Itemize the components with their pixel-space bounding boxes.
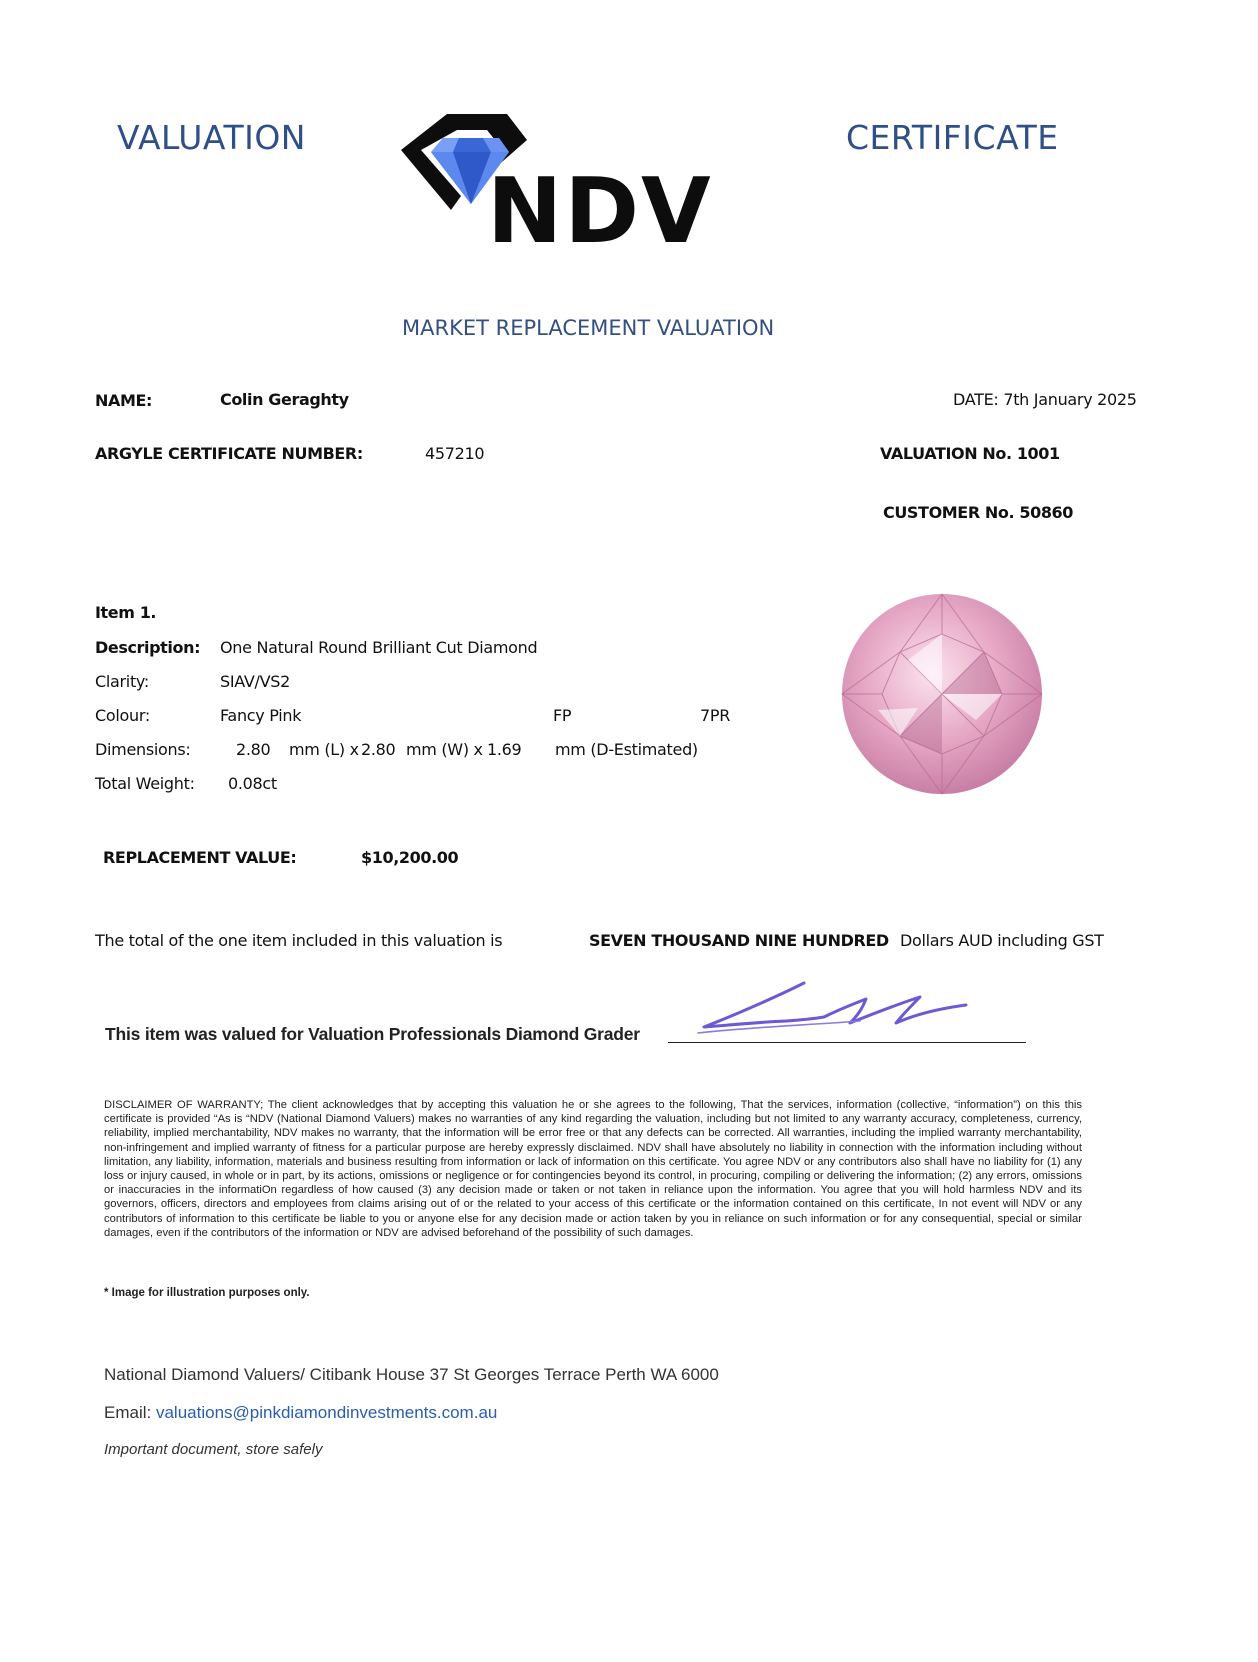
item-heading: Item 1. bbox=[95, 603, 157, 622]
replacement-value: $10,200.00 bbox=[361, 848, 459, 867]
weight-label: Total Weight: bbox=[95, 774, 195, 793]
signature-line-text: This item was valued for Valuation Professionals Diamond Grader bbox=[105, 1024, 640, 1044]
total-prefix: The total of the one item included in this valuation is bbox=[95, 931, 503, 950]
colour-label: Colour: bbox=[95, 706, 150, 725]
signature-scribble bbox=[690, 975, 980, 1045]
dim-depth-unit: mm (D-Estimated) bbox=[555, 740, 698, 759]
footer-address: National Diamond Valuers/ Citibank House 37 St Georges Terrace Perth WA 6000 bbox=[104, 1365, 719, 1384]
colour-value: Fancy Pink bbox=[220, 706, 302, 725]
dim-length-unit: mm (L) x bbox=[289, 740, 359, 759]
date-label: DATE: bbox=[953, 390, 999, 409]
clarity-value: SIAV/VS2 bbox=[220, 672, 291, 691]
total-suffix: Dollars AUD including GST bbox=[900, 931, 1104, 950]
argyle-label: ARGYLE CERTIFICATE NUMBER: bbox=[95, 444, 363, 463]
valuation-value: 1001 bbox=[1016, 444, 1060, 463]
date-value: 7th January 2025 bbox=[1003, 390, 1137, 409]
header-right-title: CERTIFICATE bbox=[846, 118, 1059, 157]
disclaimer-text: DISCLAIMER OF WARRANTY; The client acknowledges that by accepting this valuation he or she agrees to the following, That the services, information (collective, “information”) on this this certificate is provided “As is “NDV (National Diamond Valuers) makes no warranties of any kind regarding the valuation, including but not limited to any warranty accuracy, completeness, currency, reliability, implied merchantability, NDV makes no warranty, that the information will be error free or that any defects can be corrected. All warranties, including the implied warranty merchantability, non-infringement and implied warranty of fitness for a particular purpose are hereby expressly disclaimed. NDV shall have absolutely no liability in connection with the information including without limitation, any liability, information, materials and business resulting from information or lack of information on this certificate. You agree NDV or any contributors also shall have no liability for (1) any loss or injury caused, in whole or in part, by its actions, omissions or negligence or for contingencies beyond its control, in procuring, compiling or delivering the information; (2) any errors, omissions or inaccuracies in the informatiOn regardless of how caused (3) any decision made or taken or not taken in reliance upon the information. You agree that you will hold harmless NDV and its governors, officers, directors and employees from claims arising out of or the related to your access of this certificate or the information contained on this certificate, In not event will NDV or any contributors of information to this certificate be liable to you or anyone else for any decision made or action taken by you in reliance on such information or for any consequential, special or similar damages, even if the contributors of the information or NDV are advised beforehand of the possibility of such damages. bbox=[104, 1099, 1082, 1239]
clarity-label: Clarity: bbox=[95, 672, 150, 691]
colour-code: FP bbox=[553, 706, 572, 725]
replacement-label: REPLACEMENT VALUE: bbox=[103, 848, 297, 867]
page-subtitle: MARKET REPLACEMENT VALUATION bbox=[402, 316, 775, 340]
total-amount-words: SEVEN THOUSAND NINE HUNDRED bbox=[589, 931, 889, 950]
dim-length: 2.80 bbox=[236, 740, 271, 759]
email-label: Email: bbox=[104, 1403, 152, 1422]
email-link[interactable]: valuations@pinkdiamondinvestments.com.au bbox=[155, 1403, 498, 1422]
name-label: NAME: bbox=[95, 391, 153, 410]
footer-note: Important document, store safely bbox=[104, 1441, 323, 1458]
argyle-value: 457210 bbox=[425, 444, 485, 463]
logo-text: NDV bbox=[487, 159, 713, 250]
customer-label: CUSTOMER No. bbox=[883, 503, 1015, 522]
valuation-label: VALUATION No. bbox=[880, 444, 1012, 463]
image-note: * Image for illustration purposes only. bbox=[104, 1287, 310, 1299]
header-left-title: VALUATION bbox=[117, 118, 306, 157]
dim-width-unit: mm (W) x bbox=[406, 740, 483, 759]
name-value: Colin Geraghty bbox=[220, 390, 349, 409]
description-label: Description: bbox=[95, 638, 201, 657]
customer-value: 50860 bbox=[1019, 503, 1074, 522]
dimensions-label: Dimensions: bbox=[95, 740, 191, 759]
dim-depth: 1.69 bbox=[487, 740, 522, 759]
pink-diamond-image bbox=[838, 590, 1046, 798]
weight-value: 0.08ct bbox=[228, 774, 277, 793]
description-value: One Natural Round Brilliant Cut Diamond bbox=[220, 638, 538, 657]
dim-width: 2.80 bbox=[361, 740, 396, 759]
colour-grade: 7PR bbox=[700, 706, 731, 725]
ndv-logo bbox=[395, 110, 775, 250]
